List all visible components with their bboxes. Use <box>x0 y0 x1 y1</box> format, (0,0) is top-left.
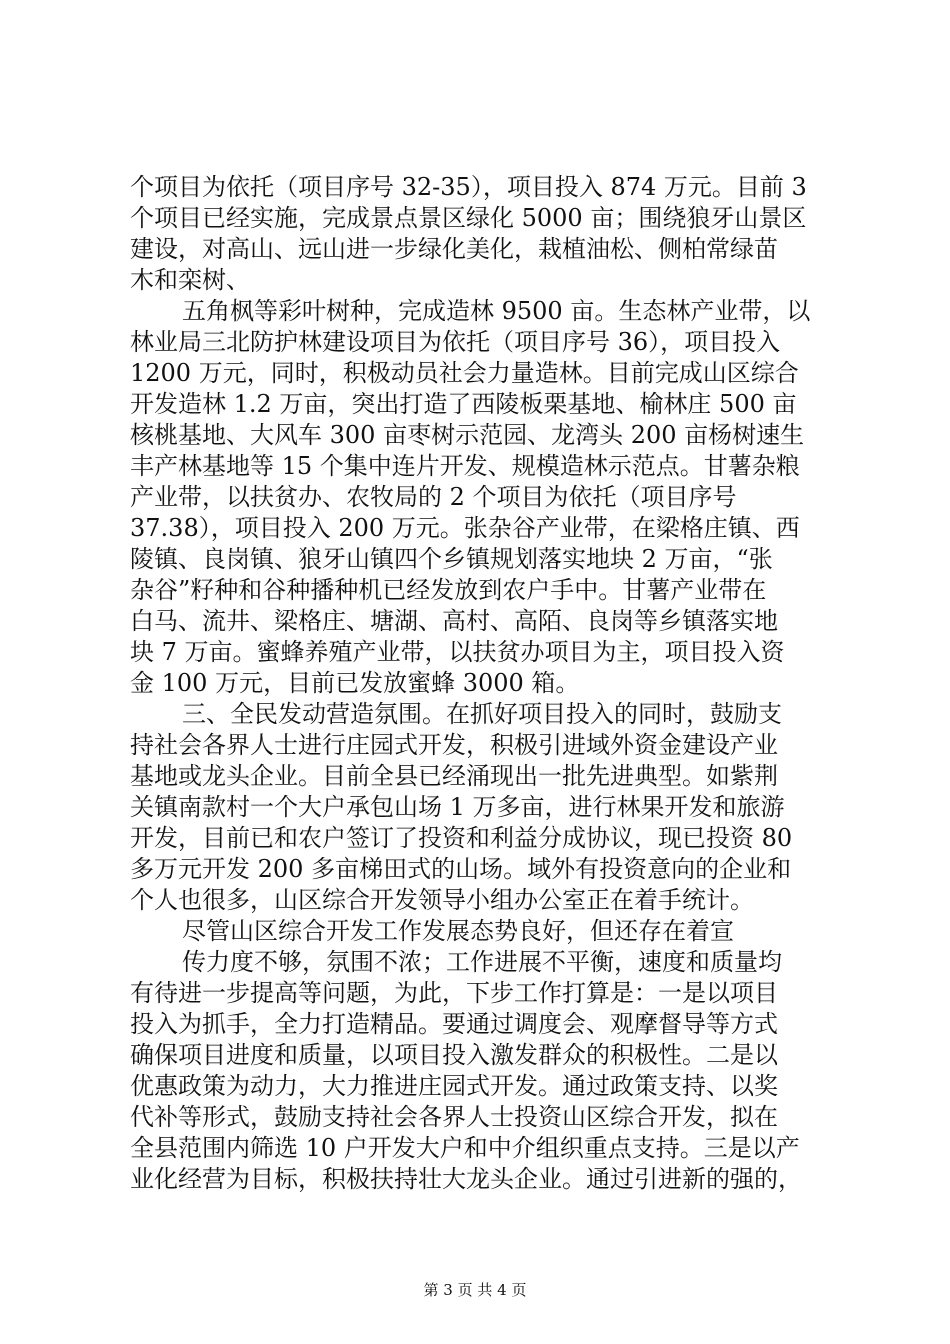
text-line: 基地或龙头企业。目前全县已经涌现出一批先进典型。如紫荆 <box>130 762 778 790</box>
text-line: 核桃基地、大风车 300 亩枣树示范园、龙湾头 200 亩杨树速生 <box>130 421 805 449</box>
text-line: 37.38），项目投入 200 万元。张杂谷产业带，在梁格庄镇、西 <box>130 514 800 542</box>
text-line: 确保项目进度和质量，以项目投入激发群众的积极性。二是以 <box>130 1041 778 1069</box>
paragraph-block <box>130 172 830 1195</box>
text-line: 关镇南款村一个大户承包山场 1 万多亩，进行林果开发和旅游 <box>130 793 785 821</box>
text-line: 白马、流井、梁格庄、塘湖、高村、高陌、良岗等乡镇落实地 <box>130 607 778 635</box>
text-line: 业化经营为目标，积极扶持壮大龙头企业。通过引进新的强的， <box>130 1165 802 1193</box>
text-line: 建设，对高山、远山进一步绿化美化，栽植油松、侧柏常绿苗 <box>130 235 778 263</box>
text-line: 杂谷”籽种和谷种播种机已经发放到农户手中。甘薯产业带在 <box>130 576 767 604</box>
body-text <box>130 172 830 1195</box>
text-line: 林业局三北防护林建设项目为依托（项目序号 36），项目投入 <box>130 328 781 356</box>
text-line: 开发造林 1.2 万亩，突出打造了西陵板栗基地、榆林庄 500 亩 <box>130 390 797 418</box>
text-line: 个人也很多，山区综合开发领导小组办公室正在着手统计。 <box>130 886 754 914</box>
page-footer: 第 3 页 共 4 页 <box>423 1281 527 1299</box>
text-line: 块 7 万亩。蜜蜂养殖产业带，以扶贫办项目为主，项目投入资 <box>130 638 785 666</box>
text-line: 优惠政策为动力，大力推进庄园式开发。通过政策支持、以奖 <box>130 1072 778 1100</box>
text-line: 全县范围内筛选 10 户开发大户和中介组织重点支持。三是以产 <box>130 1134 800 1162</box>
text-line: 开发，目前已和农户签订了投资和利益分成协议，现已投资 80 <box>130 824 793 852</box>
text-line: 三、全民发动营造氛围。在抓好项目投入的同时，鼓励支 <box>182 700 782 728</box>
text-line: 有待进一步提高等问题，为此，下步工作打算是：一是以项目 <box>130 979 778 1007</box>
text-line: 传力度不够，氛围不浓；工作进展不平衡，速度和质量均 <box>182 948 782 976</box>
text-line: 个项目已经实施，完成景点景区绿化 5000 亩；围绕狼牙山景区 <box>130 204 807 232</box>
text-line: 丰产林基地等 15 个集中连片开发、规模造林示范点。甘薯杂粮 <box>130 452 800 480</box>
text-line: 金 100 万元，目前已发放蜜蜂 3000 箱。 <box>130 669 580 697</box>
text-line: 五角枫等彩叶树种，完成造林 9500 亩。生态林产业带，以 <box>182 297 811 325</box>
text-line: 陵镇、良岗镇、狼牙山镇四个乡镇规划落实地块 2 万亩，“张 <box>130 545 773 573</box>
text-line: 持社会各界人士进行庄园式开发，积极引进域外资金建设产业 <box>130 731 778 759</box>
text-line: 产业带，以扶贫办、农牧局的 2 个项目为依托（项目序号 <box>130 483 737 511</box>
text-line: 尽管山区综合开发工作发展态势良好，但还存在着宣 <box>182 917 734 945</box>
text-line: 多万元开发 200 多亩梯田式的山场。域外有投资意向的企业和 <box>130 855 792 883</box>
text-line: 1200 万元，同时，积极动员社会力量造林。目前完成山区综合 <box>130 359 799 387</box>
text-line: 木和栾树、 <box>130 266 250 294</box>
text-line: 投入为抓手，全力打造精品。要通过调度会、观摩督导等方式 <box>130 1010 778 1038</box>
text-line: 代补等形式，鼓励支持社会各界人士投资山区综合开发，拟在 <box>130 1103 778 1131</box>
text-line: 个项目为依托（项目序号 32-35），项目投入 874 万元。目前 3 <box>130 173 807 201</box>
